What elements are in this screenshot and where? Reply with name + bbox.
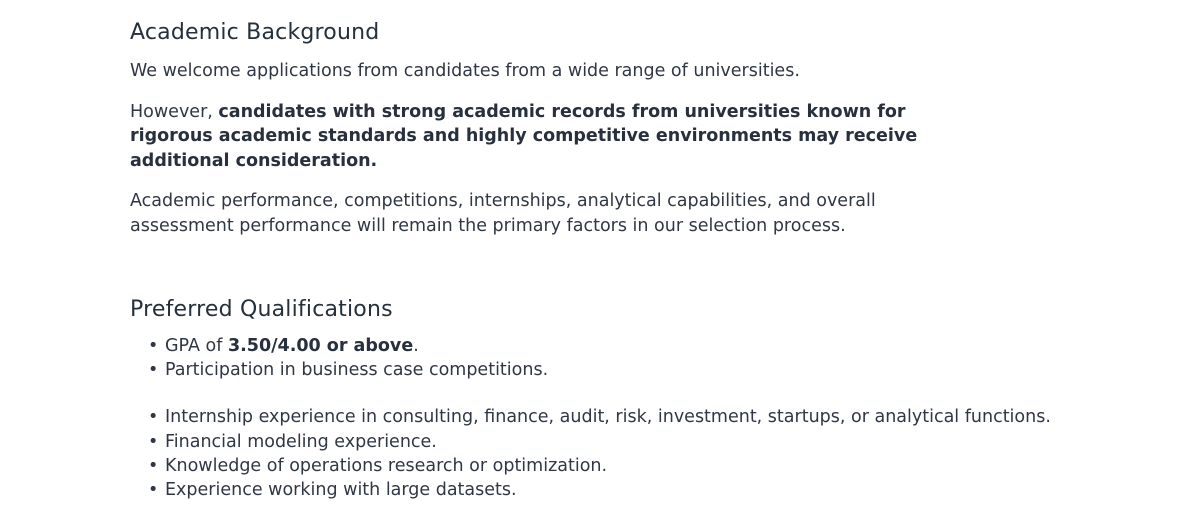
academic-paragraph-selection-factors: Academic performance, competitions, internships, analytical capabilities, and overall assessment performance will remain the primary factors in our selection process. [130, 191, 876, 236]
list-item-case-competitions [148, 358, 1130, 382]
list-item-gpa [148, 334, 1130, 358]
academic-paragraph-consideration [130, 100, 920, 174]
bullet-icon: • [148, 480, 159, 501]
consideration-bold-text: candidates with strong academic records from universities known for rigorous academic standards and highly competitive environments may receive additional consideration. [130, 101, 918, 171]
list-item-text: Participation in business case competitions. [165, 360, 549, 381]
bullet-icon: • [148, 407, 159, 428]
preferred-qualifications-list [130, 334, 1130, 502]
list-item-financial-modeling [148, 430, 1130, 454]
list-item-internship [148, 405, 1130, 429]
list-item-text: Knowledge of operations research or optimization. [165, 455, 608, 476]
bullet-icon: • [148, 360, 159, 381]
bullet-icon: • [148, 455, 159, 476]
list-item-operations-research [148, 454, 1130, 478]
gpa-suffix: . [413, 336, 419, 356]
consideration-lead-text: However, [130, 101, 219, 122]
list-item-text: Experience working with large datasets. [165, 480, 517, 501]
preferred-qualifications-heading: Preferred Qualifications [130, 297, 393, 322]
academic-paragraph-welcome: We welcome applications from candidates from a wide range of universities. [130, 61, 800, 81]
list-item-text: Internship experience in consulting, finance, audit, risk, investment, startups, or analytical functions. [165, 407, 1051, 428]
content-column [130, 17, 1130, 502]
academic-background-heading: Academic Background [130, 20, 380, 45]
list-item-large-datasets [148, 478, 1130, 502]
bullet-icon: • [148, 336, 159, 356]
gpa-prefix: GPA of [165, 336, 228, 356]
bullet-icon: • [148, 431, 159, 452]
gpa-value: 3.50/4.00 or above [227, 336, 414, 356]
list-item-text: Financial modeling experience. [165, 431, 437, 452]
